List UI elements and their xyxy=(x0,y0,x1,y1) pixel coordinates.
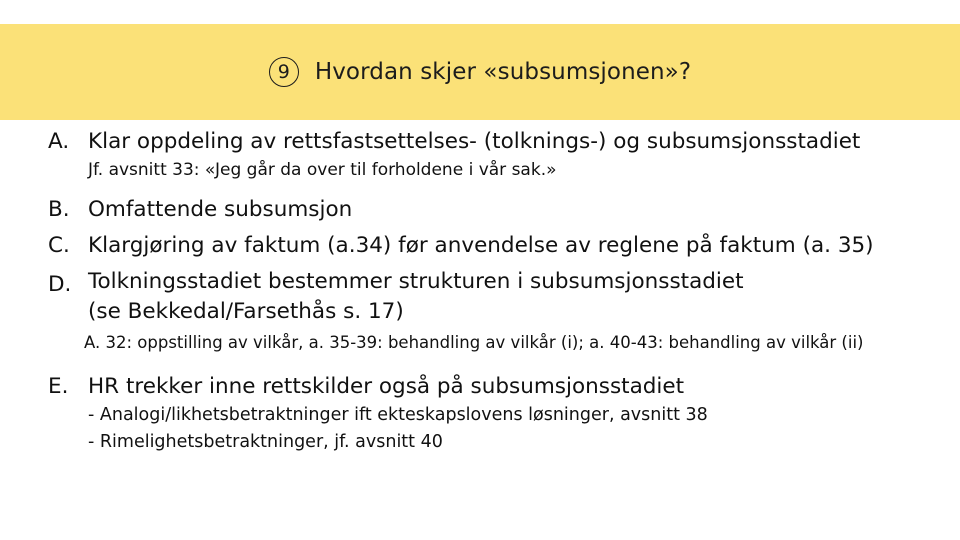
list-item-e xyxy=(48,369,928,405)
list-item-text-block xyxy=(88,267,928,327)
list-item-letter: D. xyxy=(48,272,72,297)
list-item-letter: C. xyxy=(48,233,70,258)
list-item-text-continuation: (se Bekkedal/Farsethås s. 17) xyxy=(88,299,404,324)
list-item-text: Klargjøring av faktum (a.34) før anvendelse av reglene på faktum (a. 35) xyxy=(88,233,874,258)
list-item-letter: A. xyxy=(48,129,70,154)
list-item-text: Klar oppdeling av rettsfastsettelses- (tolknings-) og subsumsjonsstadiet xyxy=(88,129,861,154)
slide-title-text: Hvordan skjer «subsumsjonen»? xyxy=(314,59,692,85)
title-band xyxy=(0,24,960,120)
list-item-d xyxy=(48,267,928,327)
list-item-letter: E. xyxy=(48,374,69,399)
list-item-text: Omfattende subsumsjon xyxy=(88,197,353,222)
slide-content xyxy=(48,124,928,456)
list-item-c xyxy=(48,228,928,264)
slide-title xyxy=(269,57,691,87)
slide-number-badge: 9 xyxy=(269,57,299,87)
list-item-note: Jf. avsnitt 33: «Jeg går da over til forholdene i vår sak.» xyxy=(88,160,557,180)
list-item-note: - Analogi/likhetsbetraktninger ift ekteskapslovens løsninger, avsnitt 38 xyxy=(88,405,708,425)
list-item-a xyxy=(48,124,928,160)
list-item-b xyxy=(48,192,928,228)
list-item-note: - Rimelighetsbetraktninger, jf. avsnitt 40 xyxy=(88,432,443,452)
list-item-note: A. 32: oppstilling av vilkår, a. 35-39: behandling av vilkår (i); a. 40-43: behandling av vilkår (ii) xyxy=(84,333,864,352)
list-item-text: Tolkningsstadiet bestemmer strukturen i subsumsjonsstadiet xyxy=(88,269,744,294)
list-item-text: HR trekker inne rettskilder også på subsumsjonsstadiet xyxy=(88,374,685,399)
list-item-letter: B. xyxy=(48,197,70,222)
